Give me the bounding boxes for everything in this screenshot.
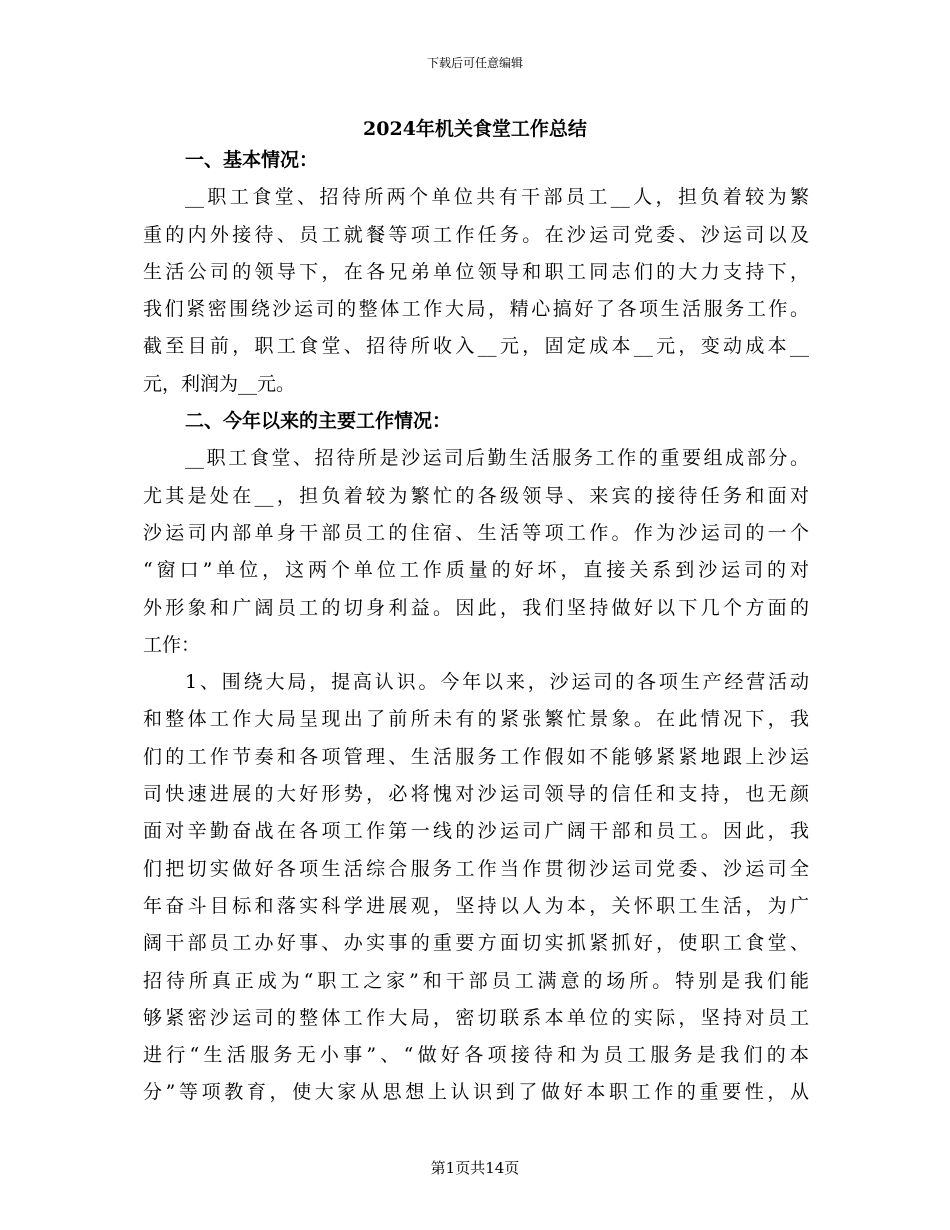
document-title: 2024年机关食堂工作总结 bbox=[363, 118, 587, 140]
paragraph-line: 司快速进展的大好形势，必将愧对沙运司领导的信任和支持，也无颜 bbox=[143, 783, 809, 806]
document-body bbox=[143, 142, 809, 1112]
paragraph-line: 1、围绕大局，提高认识。今年以来，沙运司的各项生产经营活动 bbox=[185, 671, 809, 694]
page-footer: 第1页共14页 bbox=[430, 1159, 520, 1177]
paragraph-line: 我们紧密围绕沙运司的整体工作大局，精心搞好了各项生活服务工作。 bbox=[143, 298, 809, 321]
paragraph-line: 们的工作节奏和各项管理、生活服务工作假如不能够紧紧地跟上沙运 bbox=[143, 745, 809, 768]
paragraph-line: “窗口”单位，这两个单位工作质量的好坏，直接关系到沙运司的对 bbox=[143, 559, 809, 582]
paragraph-line: 和整体工作大局呈现出了前所未有的紧张繁忙景象。在此情况下，我 bbox=[143, 708, 809, 731]
paragraph-line: 尤其是处在__，担负着较为繁忙的各级领导、来宾的接待任务和面对 bbox=[143, 484, 809, 507]
paragraph-line: 重的内外接待、员工就餐等项工作任务。在沙运司党委、沙运司以及 bbox=[143, 223, 809, 246]
paragraph-line: 们把切实做好各项生活综合服务工作当作贯彻沙运司党委、沙运司全 bbox=[143, 857, 809, 880]
section-heading: 一、基本情况： bbox=[185, 149, 319, 171]
paragraph-line: 工作： bbox=[143, 633, 201, 656]
page-header: 下载后可任意编辑 bbox=[426, 56, 523, 70]
paragraph-line: 面对辛勤奋战在各项工作第一线的沙运司广阔干部和员工。因此，我 bbox=[143, 820, 809, 843]
paragraph-line: 年奋斗目标和落实科学进展观，坚持以人为本，关怀职工生活，为广 bbox=[143, 894, 809, 917]
paragraph-line: __职工食堂、招待所两个单位共有干部员工__人，担负着较为繁 bbox=[185, 186, 809, 209]
paragraph-line: 元，利润为__元。 bbox=[143, 372, 296, 395]
paragraph-line: 阔干部员工办好事、办实事的重要方面切实抓紧抓好，使职工食堂、 bbox=[143, 932, 809, 955]
paragraph-line: 生活公司的领导下，在各兄弟单位领导和职工同志们的大力支持下， bbox=[143, 260, 809, 283]
paragraph-line: 沙运司内部单身干部员工的住宿、生活等项工作。作为沙运司的一个 bbox=[143, 521, 809, 544]
paragraph-line: 够紧密沙运司的整体工作大局，密切联系本单位的实际，坚持对员工 bbox=[143, 1006, 809, 1029]
paragraph-line: 进行“生活服务无小事”、“做好各项接待和为员工服务是我们的本 bbox=[143, 1044, 809, 1067]
paragraph-line: 招待所真正成为“职工之家”和干部员工满意的场所。特别是我们能 bbox=[143, 969, 809, 992]
paragraph-line: 分”等项教育，使大家从思想上认识到了做好本职工作的重要性，从 bbox=[143, 1081, 809, 1104]
section-heading: 二、今年以来的主要工作情况： bbox=[185, 410, 452, 433]
paragraph-line: __职工食堂、招待所是沙运司后勤生活服务工作的重要组成部分。 bbox=[185, 447, 809, 470]
paragraph-line: 外形象和广阔员工的切身利益。因此，我们坚持做好以下几个方面的 bbox=[143, 596, 809, 619]
paragraph-line: 截至目前，职工食堂、招待所收入__元，固定成本__元，变动成本__ bbox=[143, 335, 809, 358]
